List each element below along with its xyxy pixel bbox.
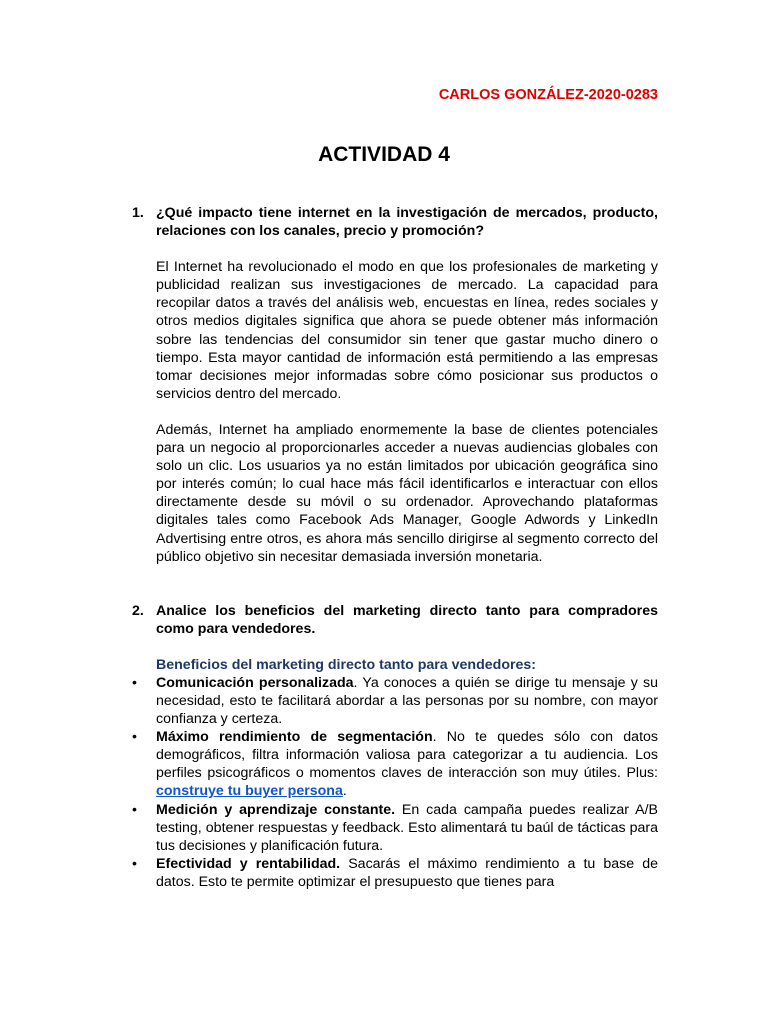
- question-2-number: 2.: [132, 602, 144, 619]
- bullet-text: . No te quedes sólo con datos demográficos, filtra información valiosa para categorizar a tu audiencia. Los perfiles psicográficos o momentos claves de interacción son muy útiles. Plus:: [156, 729, 658, 782]
- list-item: [132, 855, 658, 891]
- bullet-icon: •: [132, 855, 137, 872]
- bullet-text: En cada campaña puedes realizar A/B testing, obtener respuestas y feedback. Esto alimentará tu baúl de tácticas para tus decisiones y planificación futura.: [156, 801, 658, 854]
- question-2-text: Analice los beneficios del marketing directo tanto para compradores como para vendedores.: [156, 602, 658, 637]
- document-title: ACTIVIDAD 4: [318, 143, 450, 166]
- question-1-text: ¿Qué impacto tiene internet en la investigación de mercados, producto, relaciones con los canales, precio y promoción?: [156, 205, 658, 240]
- benefits-list: [132, 674, 658, 891]
- author-line: CARLOS GONZÁLEZ-2020-0283: [438, 87, 658, 103]
- bullet-icon: •: [132, 674, 137, 691]
- question-1-number: 1.: [132, 205, 144, 221]
- answer-1-paragraph-2: Además, Internet ha ampliado enormemente la base de clientes potenciales para un negocio al proporcionarles acceder a nuevas audiencias globales con solo un clic. Los usuarios ya no están limitados por ubicación geográfica sino por interés común; lo cual hace más fácil identificarlos e interactuar con ellos directamente desde su móvil o su ordenador. Aprovechando plataformas digitales tales como Facebook Ads Manager, Google Adwords y LinkedIn Advertising entre otros, es ahora más sencillo dirigirse al segmento correcto del público objetivo sin necesitar demasiada inversión monetaria.: [156, 421, 658, 565]
- answer-1-paragraph-1: El Internet ha revolucionado el modo en que los profesionales de marketing y publicidad realizan sus investigaciones de mercado. La capacidad para recopilar datos a través del análisis web, encuestas en línea, redes sociales y otros medios digitales significa que ahora se puede obtener más información sobre las tendencias del consumidor sin tener que gastar mucho dinero o tiempo. Esta mayor cantidad de información está permitiendo a las empresas tomar decisiones mejor informadas sobre cómo posicionar sus productos o servicios dentro del mercado.: [156, 259, 658, 402]
- benefits-subheading: Beneficios del marketing directo tanto para vendedores:: [156, 656, 537, 673]
- question-2: [132, 602, 658, 638]
- list-item: [132, 728, 658, 800]
- document-body: [132, 204, 658, 891]
- bullet-text-after: .: [342, 783, 347, 800]
- bullet-icon: •: [132, 729, 137, 746]
- bullet-term: Efectividad y rentabilidad.: [156, 855, 341, 872]
- list-item: [132, 674, 658, 728]
- buyer-persona-link[interactable]: construye tu buyer persona: [156, 783, 343, 800]
- bullet-term: Máximo rendimiento de segmentación: [156, 729, 433, 746]
- bullet-term: Comunicación personalizada: [156, 674, 354, 691]
- bullet-text: Sacarás el máximo rendimiento a tu base de datos. Esto te permite optimizar el presupuesto que tienes para: [156, 855, 658, 890]
- bullet-term: Medición y aprendizaje constante.: [156, 801, 396, 818]
- bullet-text: . Ya conoces a quién se dirige tu mensaje y su necesidad, esto te facilitará abordar a las personas por su nombre, con mayor confianza y certeza.: [156, 674, 658, 728]
- question-1: [132, 204, 658, 240]
- bullet-icon: •: [132, 801, 137, 818]
- list-item: [132, 801, 658, 855]
